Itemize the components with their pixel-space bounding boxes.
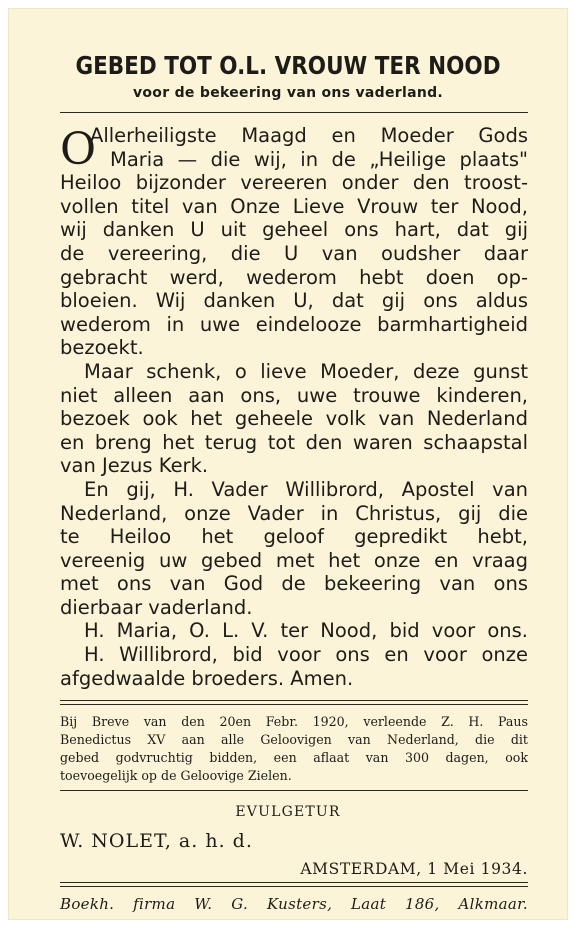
note-line: gebed godvruchtig bidden, een aflaat van 300 dagen, ook — [60, 750, 528, 765]
card-title: GEBED TOT O.L. VROUW TER NOOD — [75, 51, 501, 80]
prayer-line: wederom in uwe eindelooze barmhartigheid — [60, 312, 528, 336]
middle-rule — [60, 700, 528, 705]
prayer-line: bezoekt. — [60, 336, 144, 360]
prayer-line: dierbaar vaderland. — [60, 595, 253, 619]
prayer-line: gebracht werd, wederom hebt doen op- — [60, 265, 528, 289]
prayer-line: En gij, H. Vader Willibrord, Apostel van — [84, 477, 528, 501]
note-line: toevoegelijk op de Geloovige Zielen. — [60, 768, 292, 783]
imprimatur-label: EVULGETUR — [235, 804, 341, 820]
publisher-name: W. NOLET, a. h. d. — [60, 830, 253, 852]
prayer-text — [60, 124, 528, 690]
note-line: Bij Breve van den 20en Febr. 1920, verleende Z. H. Paus — [60, 714, 528, 729]
prayer-line: bloeien. Wij danken U, dat gij ons aldus — [60, 289, 528, 313]
drop-cap: O — [60, 124, 97, 175]
printer-imprint: Boekh. firma W. G. Kusters, Laat 186, Alkmaar. — [60, 895, 528, 913]
place-date: AMSTERDAM, 1 Mei 1934. — [300, 860, 528, 878]
bottom-rule — [60, 882, 528, 887]
prayer-line: afgedwaalde broeders. Amen. — [60, 666, 354, 690]
prayer-line: Maria — die wij, in de „Heilige plaats" — [110, 147, 528, 171]
prayer-line: Allerheiligste Maagd en Moeder Gods — [90, 124, 528, 147]
prayer-line: niet alleen aan ons, uwe trouwe kinderen, — [60, 383, 528, 407]
prayer-line: vollen titel van Onze Lieve Vrouw ter Nood, — [60, 194, 528, 218]
prayer-line: bezoek ook het geheele volk van Nederland — [60, 407, 528, 431]
prayer-line: Nederland, onze Vader in Christus, gij die — [60, 501, 528, 525]
note-rule — [60, 790, 528, 791]
prayer-line: de vereering, die U van oudsher daar — [60, 241, 528, 265]
prayer-line: met ons van God de bekeering van ons — [60, 572, 528, 596]
prayer-line: te Heiloo het geloof gepredikt hebt, — [60, 525, 528, 549]
prayer-line: Heiloo bijzonder vereeren onder den troost- — [60, 171, 528, 195]
prayer-line: vereenig uw gebed met het onze en vraag — [60, 548, 528, 572]
card-subtitle: voor de bekeering van ons vaderland. — [132, 85, 444, 101]
top-rule — [60, 112, 528, 113]
prayer-line: H. Maria, O. L. V. ter Nood, bid voor ons. — [84, 619, 528, 643]
prayer-card — [8, 8, 568, 920]
prayer-line: van Jezus Kerk. — [60, 454, 209, 478]
note-line: Benedictus XV aan alle Geloovigen van Nederland, die dit — [60, 732, 528, 747]
indulgence-note — [60, 713, 528, 785]
prayer-line: en breng het terug tot den waren schaapstal — [60, 430, 528, 454]
prayer-line: wij danken U uit geheel ons hart, dat gij — [60, 218, 528, 242]
prayer-line: H. Willibrord, bid voor ons en voor onze — [84, 643, 528, 667]
prayer-line: Maar schenk, o lieve Moeder, deze gunst — [84, 359, 528, 383]
